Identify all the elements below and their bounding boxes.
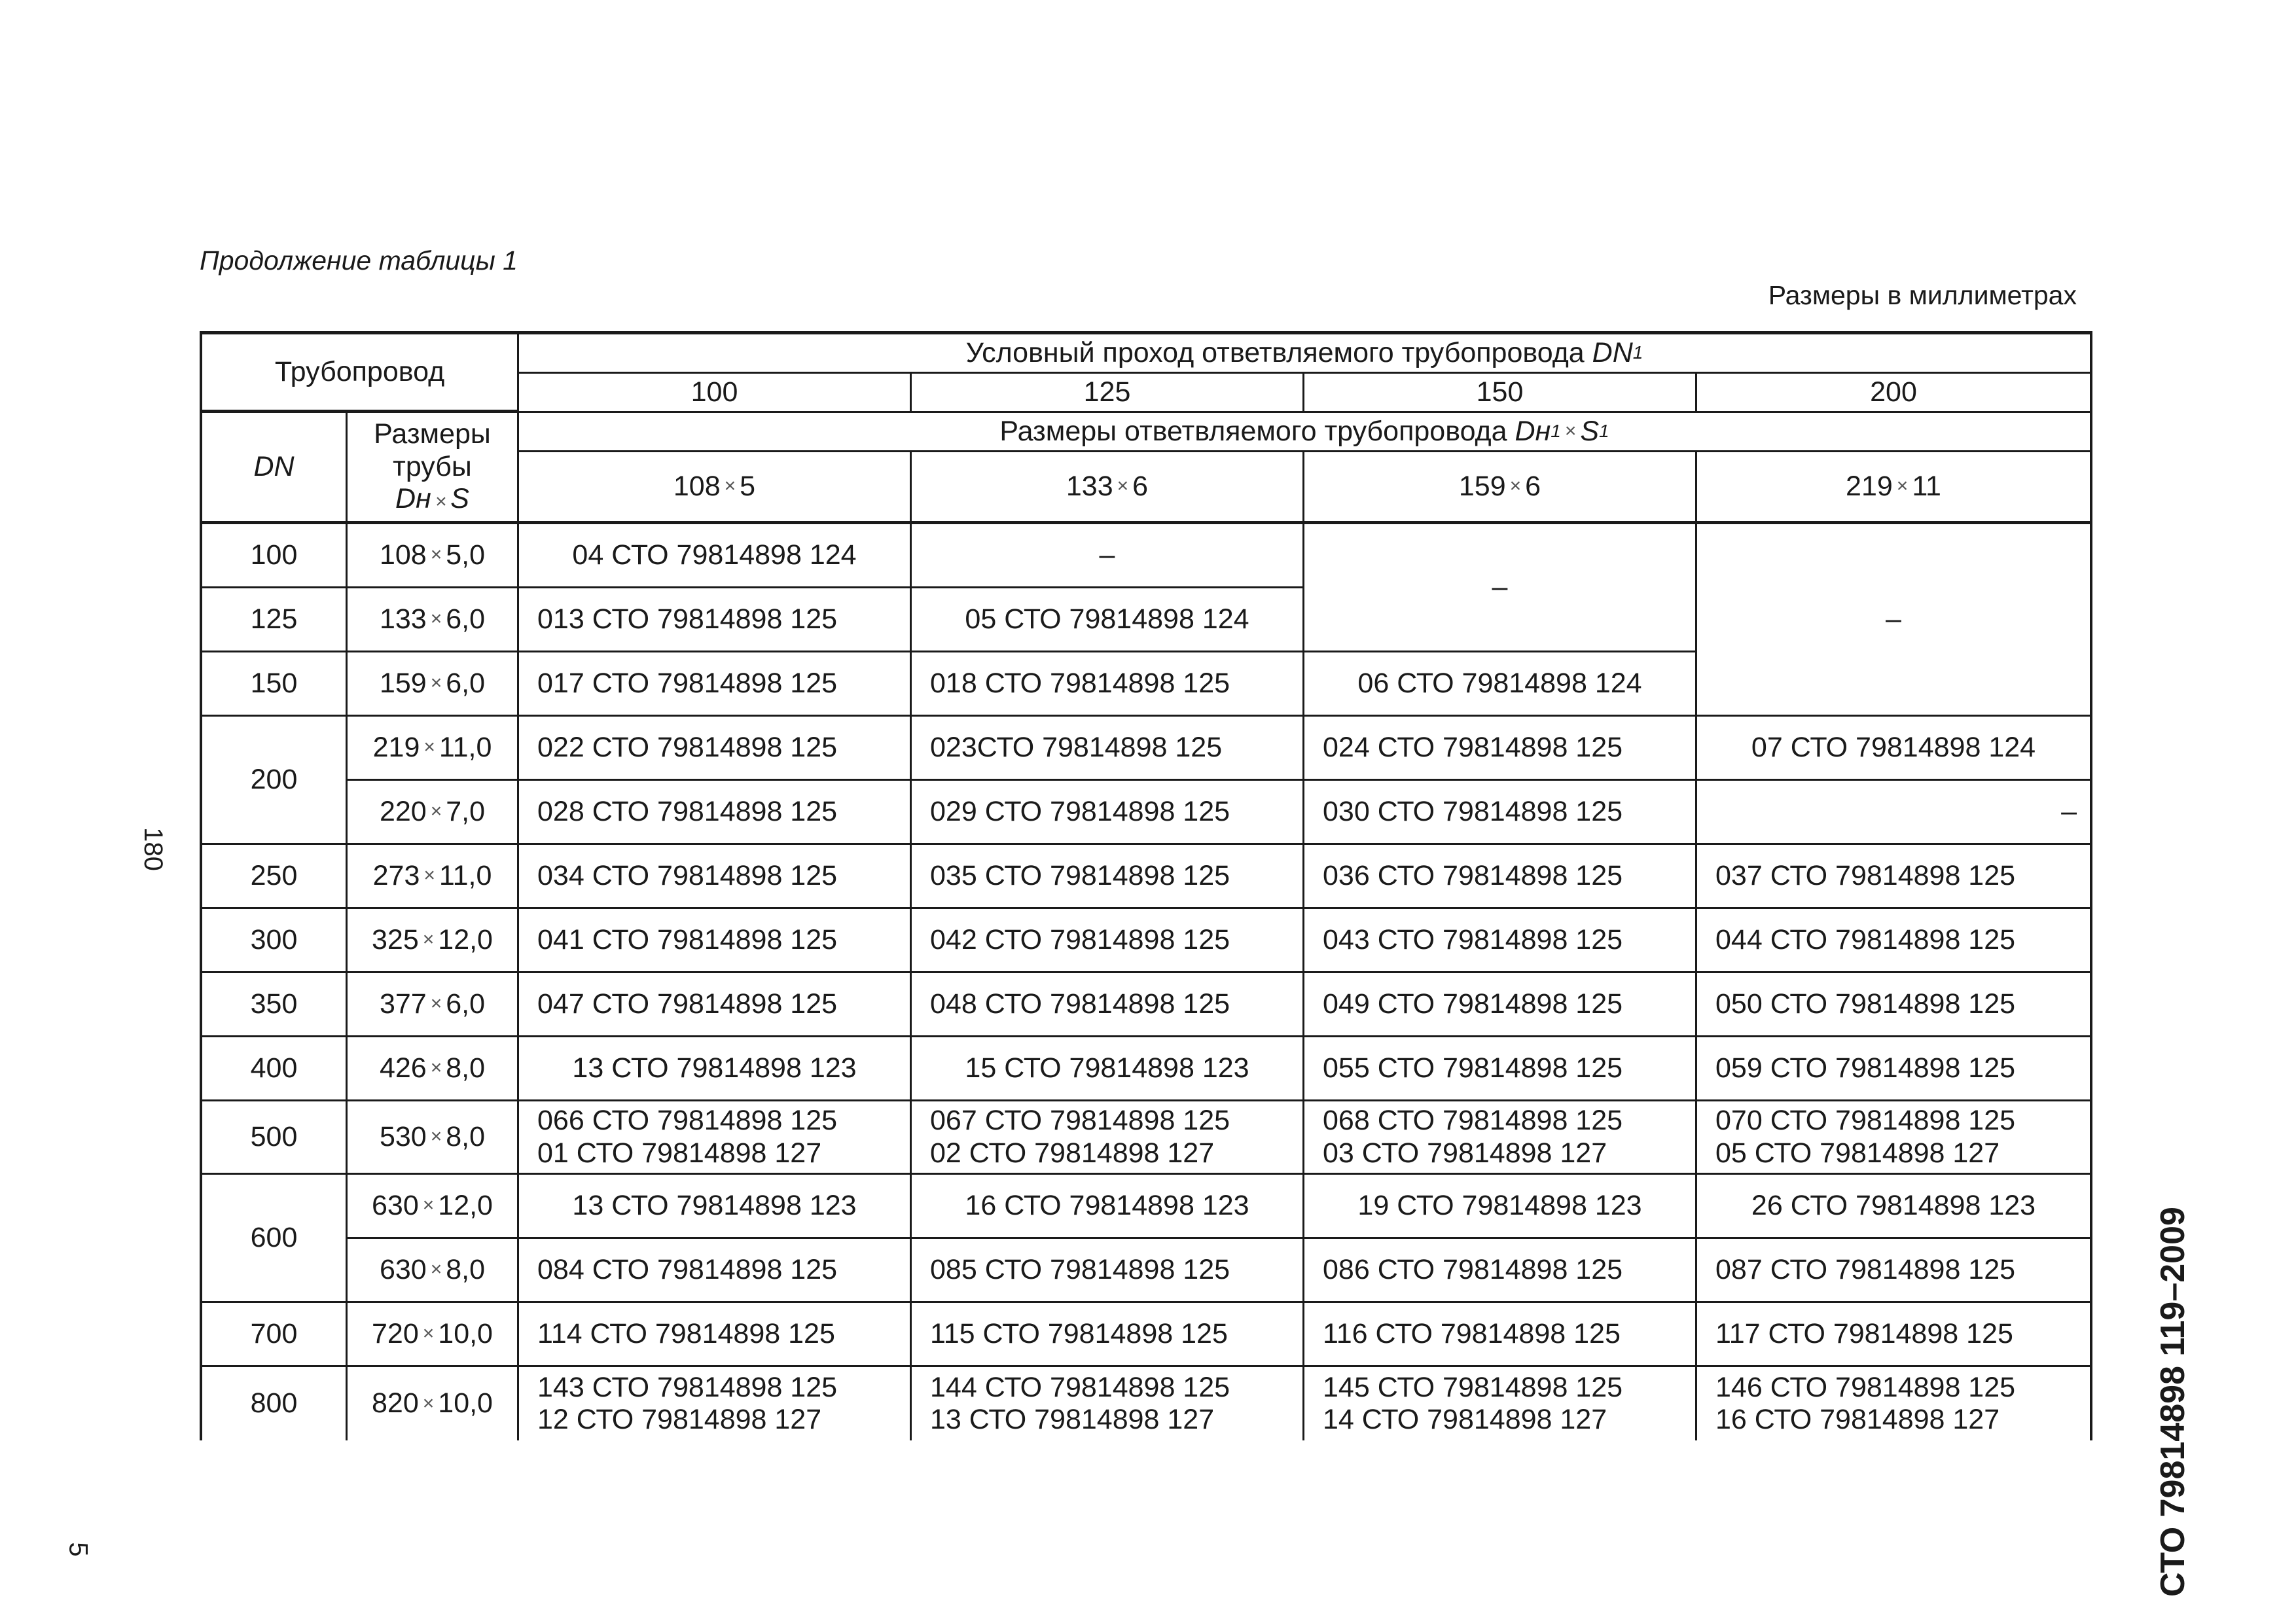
table-cell: 145 СТО 79814898 125 14 СТО 79814898 127 — [1304, 1367, 1697, 1440]
table-row-dn: 125 — [202, 588, 348, 652]
header-branch-dn: Условный проход ответвляемого трубопровода DN 1 — [519, 334, 2090, 374]
table-cell: 037 СТО 79814898 125 — [1697, 845, 2090, 909]
header-size-108x5: 108 × 5 — [519, 452, 912, 524]
table-cell: 059 СТО 79814898 125 — [1697, 1037, 2090, 1101]
header-dn: DN — [202, 413, 348, 524]
table-cell: 048 СТО 79814898 125 — [912, 973, 1304, 1037]
table-cell: 115 СТО 79814898 125 — [912, 1303, 1304, 1367]
units-note: Размеры в миллиметрах — [1768, 280, 2077, 310]
table-cell: 050 СТО 79814898 125 — [1697, 973, 2090, 1037]
table-row-size: 273 × 11,0 — [348, 845, 519, 909]
table-cell: 017 СТО 79814898 125 — [519, 652, 912, 717]
header-size-133x6: 133 × 6 — [912, 452, 1304, 524]
table-row-dn: 600 — [202, 1175, 348, 1303]
page-number-bottom: 5 — [63, 1542, 93, 1557]
table-row-dn: 300 — [202, 909, 348, 973]
table-cell: 068 СТО 79814898 125 03 СТО 79814898 127 — [1304, 1101, 1697, 1175]
table-row-dn: 150 — [202, 652, 348, 717]
table-row-size: 219 × 11,0 — [348, 717, 519, 781]
table-cell: 047 СТО 79814898 125 — [519, 973, 912, 1037]
table-cell: 05 СТО 79814898 124 — [912, 588, 1304, 652]
table-cell: 023СТО 79814898 125 — [912, 717, 1304, 781]
table-cell: 066 СТО 79814898 125 01 СТО 79814898 127 — [519, 1101, 912, 1175]
table-cell: 041 СТО 79814898 125 — [519, 909, 912, 973]
document-code: СТО 79814898 119–2009 — [2154, 1207, 2192, 1597]
table-cell-empty: – — [1697, 524, 2090, 717]
table-cell: 16 СТО 79814898 123 — [912, 1175, 1304, 1239]
table-cell: 028 СТО 79814898 125 — [519, 781, 912, 845]
table-row-size: 630 × 8,0 — [348, 1239, 519, 1303]
table-cell: 114 СТО 79814898 125 — [519, 1303, 912, 1367]
table-row-size: 133 × 6,0 — [348, 588, 519, 652]
table-cell: 144 СТО 79814898 125 13 СТО 79814898 127 — [912, 1367, 1304, 1440]
table-cell: 042 СТО 79814898 125 — [912, 909, 1304, 973]
table-cell: 117 СТО 79814898 125 — [1697, 1303, 2090, 1367]
table-cell-empty: – — [912, 524, 1304, 588]
table-cell: 034 СТО 79814898 125 — [519, 845, 912, 909]
table-cell: 087 СТО 79814898 125 — [1697, 1239, 2090, 1303]
table-cell: 084 СТО 79814898 125 — [519, 1239, 912, 1303]
table-cell: 055 СТО 79814898 125 — [1304, 1037, 1697, 1101]
table-row-size: 820 × 10,0 — [348, 1367, 519, 1440]
table-row-size: 325 × 12,0 — [348, 909, 519, 973]
table-row-dn: 800 — [202, 1367, 348, 1440]
table-cell: 04 СТО 79814898 124 — [519, 524, 912, 588]
table-cell: 15 СТО 79814898 123 — [912, 1037, 1304, 1101]
table-cell: 043 СТО 79814898 125 — [1304, 909, 1697, 973]
table-cell: 13 СТО 79814898 123 — [519, 1175, 912, 1239]
table-row-size: 720 × 10,0 — [348, 1303, 519, 1367]
header-dn-125: 125 — [912, 374, 1304, 413]
table-cell: 070 СТО 79814898 125 05 СТО 79814898 127 — [1697, 1101, 2090, 1175]
header-pipeline: Трубопровод — [202, 334, 519, 413]
table-row-size: 426 × 8,0 — [348, 1037, 519, 1101]
page-number-side: 180 — [138, 827, 168, 871]
table-cell: 116 СТО 79814898 125 — [1304, 1303, 1697, 1367]
table-cell: 13 СТО 79814898 123 — [519, 1037, 912, 1101]
table-row-dn: 250 — [202, 845, 348, 909]
table-cell: 022 СТО 79814898 125 — [519, 717, 912, 781]
table-cell: 143 СТО 79814898 125 12 СТО 79814898 127 — [519, 1367, 912, 1440]
table-cell: 07 СТО 79814898 124 — [1697, 717, 2090, 781]
table-row-size: 377 × 6,0 — [348, 973, 519, 1037]
table-row-dn: 400 — [202, 1037, 348, 1101]
table-row-size: 530 × 8,0 — [348, 1101, 519, 1175]
table-cell: 030 СТО 79814898 125 — [1304, 781, 1697, 845]
header-dn-150: 150 — [1304, 374, 1697, 413]
header-dn-100: 100 — [519, 374, 912, 413]
table-row-dn: 100 — [202, 524, 348, 588]
table-row-dn: 200 — [202, 717, 348, 845]
table-cell: 029 СТО 79814898 125 — [912, 781, 1304, 845]
table-cell: 085 СТО 79814898 125 — [912, 1239, 1304, 1303]
table-caption: Продолжение таблицы 1 — [200, 245, 518, 276]
header-pipe-sizes: Размеры трубы Dн × S — [348, 413, 519, 524]
header-size-159x6: 159 × 6 — [1304, 452, 1697, 524]
header-dn-200: 200 — [1697, 374, 2090, 413]
table-cell: 26 СТО 79814898 123 — [1697, 1175, 2090, 1239]
table-cell: 19 СТО 79814898 123 — [1304, 1175, 1697, 1239]
table-cell: 013 СТО 79814898 125 — [519, 588, 912, 652]
table-cell: 044 СТО 79814898 125 — [1697, 909, 2090, 973]
table-row-size: 108 × 5,0 — [348, 524, 519, 588]
header-size-219x11: 219 × 11 — [1697, 452, 2090, 524]
table-cell: 06 СТО 79814898 124 — [1304, 652, 1697, 717]
table-cell-empty: – — [1304, 524, 1697, 652]
table-row-dn: 700 — [202, 1303, 348, 1367]
table-cell: 036 СТО 79814898 125 — [1304, 845, 1697, 909]
table-cell: 024 СТО 79814898 125 — [1304, 717, 1697, 781]
table-row-size: 630 × 12,0 — [348, 1175, 519, 1239]
table-cell: 035 СТО 79814898 125 — [912, 845, 1304, 909]
table-cell: 049 СТО 79814898 125 — [1304, 973, 1697, 1037]
table-row-dn: 350 — [202, 973, 348, 1037]
fittings-table — [200, 331, 2092, 1440]
table-cell: 067 СТО 79814898 125 02 СТО 79814898 127 — [912, 1101, 1304, 1175]
table-cell-empty: – — [1697, 781, 2090, 845]
table-cell: 146 СТО 79814898 125 16 СТО 79814898 127 — [1715, 1371, 2016, 1435]
table-cell: 018 СТО 79814898 125 — [912, 652, 1304, 717]
table-cell: 086 СТО 79814898 125 — [1304, 1239, 1697, 1303]
table-row-dn: 500 — [202, 1101, 348, 1175]
table-row-size: 159 × 6,0 — [348, 652, 519, 717]
table-row-size: 220 × 7,0 — [348, 781, 519, 845]
header-branch-sizes: Размеры ответвляемого трубопровода Dн 1 × S 1 — [519, 413, 2090, 452]
